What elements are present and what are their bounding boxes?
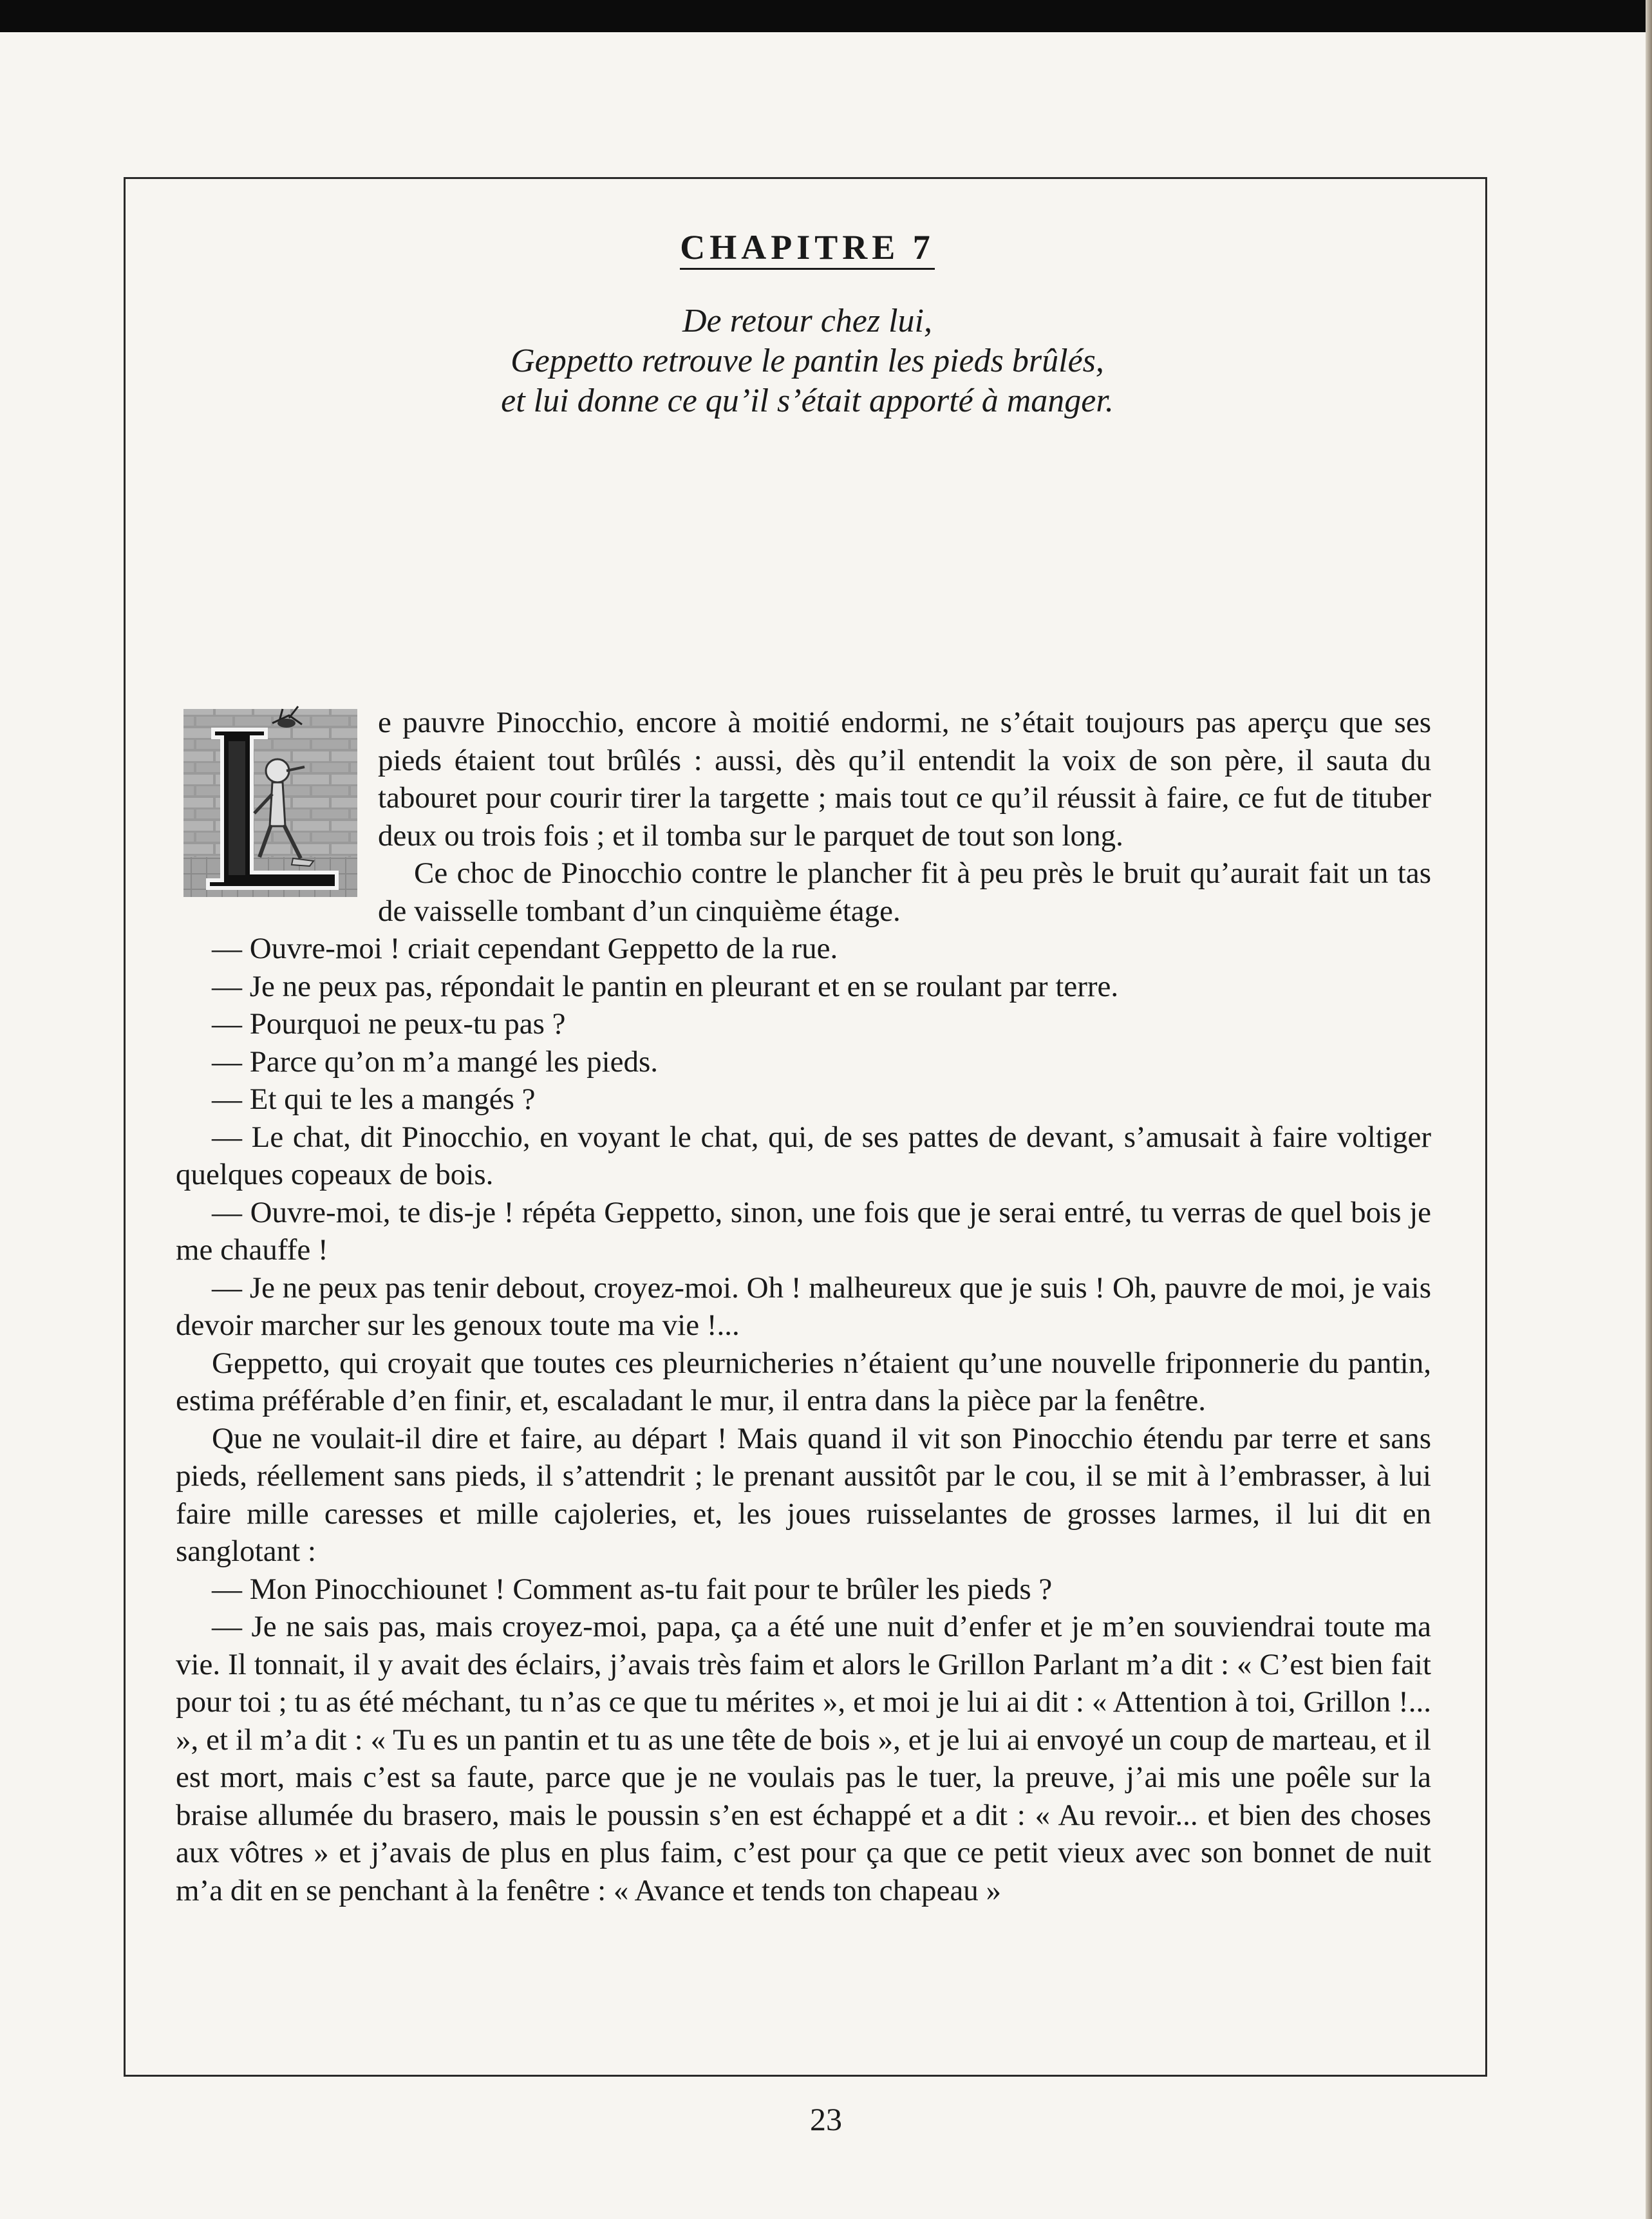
drop-cap-illustration xyxy=(176,704,362,900)
paragraph: — Ouvre-moi, te dis-je ! répéta Geppetto, sinon, une fois que je serai entré, tu verras de quel bois je me chauffe ! xyxy=(176,1195,1431,1267)
chapter-title: CHAPITRE 7 xyxy=(126,227,1489,267)
paragraph: — Le chat, dit Pinocchio, en voyant le chat, qui, de ses pattes de devant, s’amusait à faire voltiger quelques copeaux de bois. xyxy=(176,1120,1431,1191)
paragraph: — Je ne peux pas tenir debout, croyez-moi. Oh ! malheureux que je suis ! Oh, pauvre de moi, je vais devoir marcher sur les genoux toute ma vie !... xyxy=(176,1270,1431,1342)
scan-right-edge xyxy=(1646,0,1652,2219)
paragraph: Que ne voulait-il dire et faire, au départ ! Mais quand il vit son Pinocchio étendu par terre et sans pieds, réellement sans pieds, il s’attendrit ; le prenant aussitôt par le cou, il se mit à l’embrasser, à lui faire mille caresses et mille cajoleries, et, les joues ruisselantes de grosses larmes, il lui dit en sanglotant : xyxy=(176,1421,1431,1568)
scan-top-edge xyxy=(0,0,1652,32)
subtitle-line: et lui donne ce qu’il s’était apporté à manger. xyxy=(501,382,1114,419)
paragraph: Geppetto, qui croyait que toutes ces pleurnicheries n’étaient qu’une nouvelle friponnerie du pantin, estima préférable d’en finir, et, escaladant le mur, il entra dans la pièce par la fenêtre. xyxy=(176,1346,1431,1417)
chapter-body xyxy=(176,704,1431,1909)
paragraph: — Je ne peux pas, répondait le pantin en pleurant et en se roulant par terre. xyxy=(212,969,1119,1003)
paragraph: — Parce qu’on m’a mangé les pieds. xyxy=(212,1044,659,1079)
subtitle-line: Geppetto retrouve le pantin les pieds brûlés, xyxy=(511,343,1104,379)
chapter-subtitle xyxy=(126,301,1489,421)
page-frame xyxy=(124,177,1487,2077)
paragraph: e pauvre Pinocchio, encore à moitié endormi, ne s’était toujours pas aperçu que ses pieds étaient tout brûlés : aussi, dès qu’il entendit la voix de son père, il sauta du tabouret pour courir tirer la targette ; mais tout ce qu’il réussit à faire, ce fut de tituber deux ou trois fois ; et il tomba sur le parquet de tout son long. xyxy=(378,706,1431,853)
paragraph: — Mon Pinocchiounet ! Comment as-tu fait pour te brûler les pieds ? xyxy=(212,1572,1053,1606)
paragraph: — Et qui te les a mangés ? xyxy=(212,1082,536,1116)
paragraph: Ce choc de Pinocchio contre le plancher fit à peu près le bruit qu’aurait fait un tas de vaisselle tombant d’un cinquième étage. xyxy=(378,856,1431,928)
paragraph: — Je ne sais pas, mais croyez-moi, papa, ça a été une nuit d’enfer et je m’en souviendrai toute ma vie. Il tonnait, il y avait des éclairs, j’avais très faim et alors le Grillon Parlant m’a dit : « C’est bien fait pour toi ; tu as été méchant, tu n’as ce que tu mérites », et moi je lui ai dit : « Attention à toi, Grillon !... », et il m’a dit : « Tu es un pantin et tu as une tête de bois », et je lui ai envoyé un coup de marteau, et il est mort, mais c’est sa faute, parce que je ne voulais pas le tuer, la preuve, j’ai mis une poêle sur la braise allumée du brasero, mais le poussin s’en est échappé et a dit : « Au revoir... et bien des choses aux vôtres » et j’avais de plus en plus faim, c’est pour ça que ce petit vieux avec son bonnet de nuit m’a dit en se penchant à la fenêtre : « Avance et tends ton chapeau » xyxy=(176,1610,1431,1907)
page-number: 23 xyxy=(810,2101,842,2137)
paragraph: — Pourquoi ne peux-tu pas ? xyxy=(212,1007,566,1041)
subtitle-line: De retour chez lui, xyxy=(682,303,932,339)
paragraph: — Ouvre-moi ! criait cependant Geppetto de la rue. xyxy=(212,932,838,965)
